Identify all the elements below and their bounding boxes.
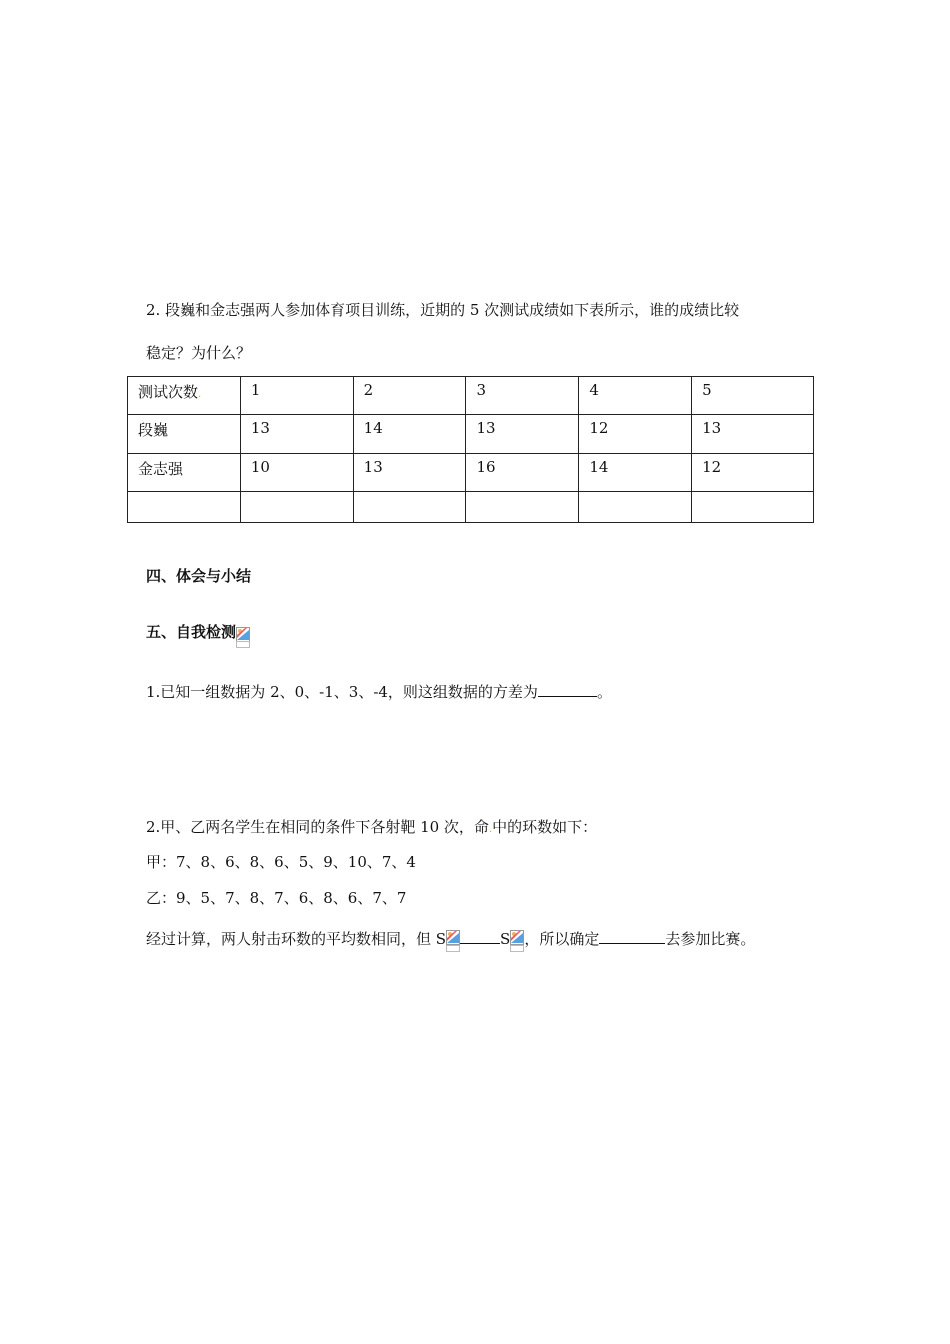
answer-blank-choice[interactable]: [599, 928, 665, 944]
section-5-title: [146, 622, 250, 648]
table-cell: 12: [692, 454, 814, 492]
broken-image-icon: [510, 928, 524, 954]
answer-blank-comparison[interactable]: [460, 928, 500, 944]
question-1-end: 。: [596, 683, 612, 701]
table-cell: 5: [692, 377, 814, 415]
jia-scores: 甲：7、8、6、8、6、5、9、10、7、4: [146, 853, 416, 871]
table-cell: 13: [353, 454, 466, 492]
conclusion-s: S: [500, 930, 511, 948]
table-row-empty: [128, 492, 814, 523]
broken-image-icon: [446, 928, 460, 954]
table-cell-empty: [240, 492, 353, 523]
answer-blank-variance[interactable]: [538, 681, 597, 697]
table-cell: 1: [240, 377, 353, 415]
yi-scores: 乙：9、5、7、8、7、6、8、6、7、7: [146, 889, 407, 907]
table-cell: 13: [466, 415, 579, 454]
header-label-text: 测试次数: [138, 383, 199, 401]
table-cell: 16: [466, 454, 579, 492]
table-cell: 14: [579, 454, 692, 492]
table-cell-name: 段巍: [128, 415, 241, 454]
table-cell: 14: [353, 415, 466, 454]
table-cell-header-label: [128, 377, 241, 415]
table-row: [128, 415, 814, 454]
question-2-line-1: 2. 段巍和金志强两人参加体育项目训练，近期的 5 次测试成绩如下表所示，谁的成绩比较: [146, 301, 740, 319]
self-test-question-2: [146, 817, 597, 840]
section-5-title-text: 五、自我检测: [146, 623, 237, 641]
table-cell: 10: [240, 454, 353, 492]
question-2-text-a: 2.甲、乙两名学生在相同的条件下各射靶 10 次，命: [146, 818, 489, 836]
section-4-title: 四、体会与小结: [146, 567, 252, 585]
conclusion-text-c: 去参加比赛。: [665, 930, 756, 948]
table-cell-empty: [692, 492, 814, 523]
table-cell: 2: [353, 377, 466, 415]
table-cell: 13: [240, 415, 353, 454]
broken-image-icon: [236, 622, 250, 648]
table-cell-empty: [579, 492, 692, 523]
question-1-text: 1.已知一组数据为 2、0、-1、3、-4，则这组数据的方差为: [146, 683, 538, 701]
table-cell-empty: [353, 492, 466, 523]
table-cell-empty: [466, 492, 579, 523]
table-cell-name: 金志强: [128, 454, 241, 492]
table-cell: 4: [579, 377, 692, 415]
question-2-text-b: 中的环数如下：: [492, 818, 598, 836]
anchor-dot-icon: .: [488, 824, 493, 835]
question-2-line-2: 稳定？为什么？: [146, 344, 252, 362]
anchor-dot-icon: .: [198, 389, 202, 400]
table-cell: 12: [579, 415, 692, 454]
table-header-row: [128, 377, 814, 415]
conclusion-text-b: ，所以确定: [524, 930, 600, 948]
self-test-question-1: [146, 681, 612, 702]
score-table: [127, 376, 814, 523]
table-cell: 13: [692, 415, 814, 454]
conclusion-line: [146, 928, 755, 954]
table-row: [128, 454, 814, 492]
table-cell: 3: [466, 377, 579, 415]
table-cell-empty: [128, 492, 241, 523]
conclusion-text-a: 经过计算，两人射击环数的平均数相同，但 S: [146, 930, 447, 948]
